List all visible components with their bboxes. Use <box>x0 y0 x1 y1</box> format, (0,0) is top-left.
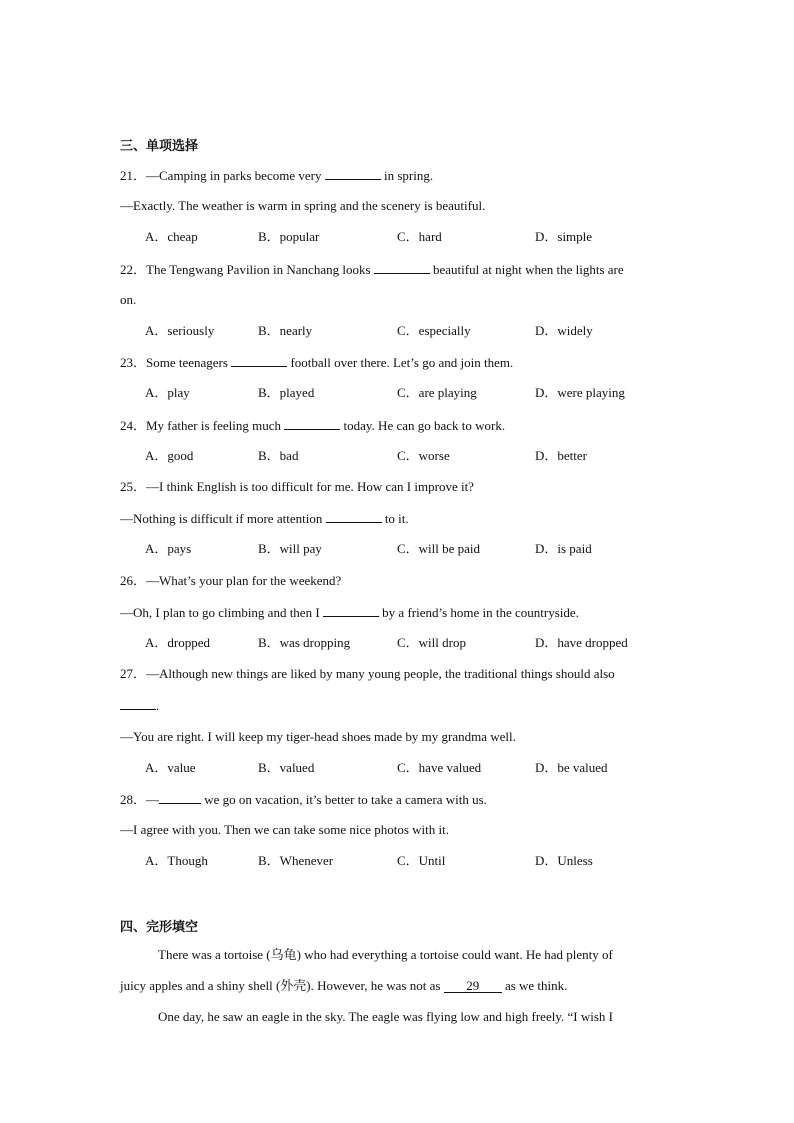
answer-blank <box>284 417 340 430</box>
option-a[interactable]: A．play <box>145 385 190 400</box>
question-25: 25．—I think English is too difficult for me. How can I improve it? <box>120 479 474 494</box>
question-28-line2: —I agree with you. Then we can take some nice photos with it. <box>120 822 450 837</box>
option-b[interactable]: B．will pay <box>258 541 322 556</box>
option-a[interactable]: A．cheap <box>145 229 198 244</box>
cloze-paragraph-1-line2 <box>120 978 675 994</box>
question-text: —Nothing is difficult if more attention <box>120 511 323 526</box>
option-c[interactable]: C．hard <box>397 229 442 244</box>
answer-blank <box>326 510 382 523</box>
question-text-end: . <box>156 698 160 713</box>
option-c[interactable]: C．Until <box>397 853 446 868</box>
cloze-paragraph-1-line1: There was a tortoise (乌龟) who had everything a tortoise could want. He had plenty of <box>158 947 613 962</box>
option-b[interactable]: B．bad <box>258 448 299 463</box>
question-text-end: by a friend’s home in the countryside. <box>382 605 579 620</box>
question-22-options <box>120 323 720 339</box>
question-28 <box>120 791 487 808</box>
cloze-paragraph-2-line1: One day, he saw an eagle in the sky. The eagle was flying low and high freely. “I wish I <box>158 1009 613 1024</box>
paragraph-text: juicy apples and a shiny shell (外壳). However, he was not as <box>120 978 441 993</box>
option-c[interactable]: C．will drop <box>397 635 466 650</box>
cloze-blank-29[interactable]: 29 <box>444 979 502 993</box>
question-27: 27．—Although new things are liked by many young people, the traditional things should also <box>120 666 615 681</box>
question-22 <box>120 261 624 278</box>
option-c[interactable]: C．are playing <box>397 385 477 400</box>
option-a[interactable]: A．pays <box>145 541 192 556</box>
question-21-options <box>120 229 720 245</box>
question-text: —Oh, I plan to go climbing and then I <box>120 605 320 620</box>
option-d[interactable]: D．Unless <box>535 853 593 868</box>
question-21-line2: —Exactly. The weather is warm in spring and the scenery is beautiful. <box>120 198 486 213</box>
question-26-options <box>120 635 720 651</box>
answer-blank <box>374 261 430 274</box>
question-23-options <box>120 385 720 401</box>
answer-blank <box>159 791 201 804</box>
question-27-line3: —You are right. I will keep my tiger-head shoes made by my grandma well. <box>120 729 516 744</box>
option-a[interactable]: A．Though <box>145 853 208 868</box>
option-b[interactable]: B．played <box>258 385 315 400</box>
section-3-heading: 三、单项选择 <box>120 139 199 154</box>
option-b[interactable]: B．Whenever <box>258 853 334 868</box>
question-21 <box>120 167 433 184</box>
option-d[interactable]: D．have dropped <box>535 635 628 650</box>
question-24-options <box>120 448 720 464</box>
question-26: 26．—What’s your plan for the weekend? <box>120 573 342 588</box>
option-a[interactable]: A．good <box>145 448 194 463</box>
question-23 <box>120 354 513 371</box>
question-text: 24．My father is feeling much <box>120 418 282 433</box>
option-a[interactable]: A．value <box>145 760 196 775</box>
question-28-options <box>120 853 720 869</box>
question-text-end: to it. <box>384 511 409 526</box>
question-text: 28．— <box>120 792 160 807</box>
option-a[interactable]: A．dropped <box>145 635 210 650</box>
question-text: 22．The Tengwang Pavilion in Nanchang looks <box>120 262 371 277</box>
question-text-end: in spring. <box>383 168 434 183</box>
option-d[interactable]: D．widely <box>535 323 593 338</box>
question-25-line2 <box>120 510 409 527</box>
question-25-options <box>120 541 720 557</box>
option-c[interactable]: C．especially <box>397 323 471 338</box>
question-text-end: today. He can go back to work. <box>343 418 506 433</box>
option-d[interactable]: D．were playing <box>535 385 625 400</box>
option-d[interactable]: D．be valued <box>535 760 608 775</box>
option-d[interactable]: D．better <box>535 448 587 463</box>
answer-blank <box>231 354 287 367</box>
question-22-line2: on. <box>120 292 137 307</box>
answer-blank <box>325 167 381 180</box>
question-text-end: beautiful at night when the lights are <box>433 262 624 277</box>
option-b[interactable]: B．valued <box>258 760 315 775</box>
option-b[interactable]: B．nearly <box>258 323 313 338</box>
question-text-end: football over there. Let’s go and join them. <box>290 355 514 370</box>
option-d[interactable]: D．simple <box>535 229 593 244</box>
answer-blank <box>323 604 379 617</box>
option-c[interactable]: C．will be paid <box>397 541 481 556</box>
section-4-heading: 四、完形填空 <box>120 920 199 935</box>
question-27-line2 <box>120 697 159 714</box>
question-text: 21．—Camping in parks become very <box>120 168 322 183</box>
option-c[interactable]: C．have valued <box>397 760 482 775</box>
option-b[interactable]: B．was dropping <box>258 635 351 650</box>
question-24 <box>120 417 505 434</box>
question-27-options <box>120 760 720 776</box>
question-text-end: we go on vacation, it’s better to take a camera with us. <box>204 792 487 807</box>
paragraph-text-end: as we think. <box>504 978 568 993</box>
option-c[interactable]: C．worse <box>397 448 450 463</box>
answer-blank <box>120 697 156 710</box>
option-b[interactable]: B．popular <box>258 229 320 244</box>
question-26-line2 <box>120 604 579 621</box>
question-text: 23．Some teenagers <box>120 355 228 370</box>
option-a[interactable]: A．seriously <box>145 323 215 338</box>
option-d[interactable]: D．is paid <box>535 541 592 556</box>
